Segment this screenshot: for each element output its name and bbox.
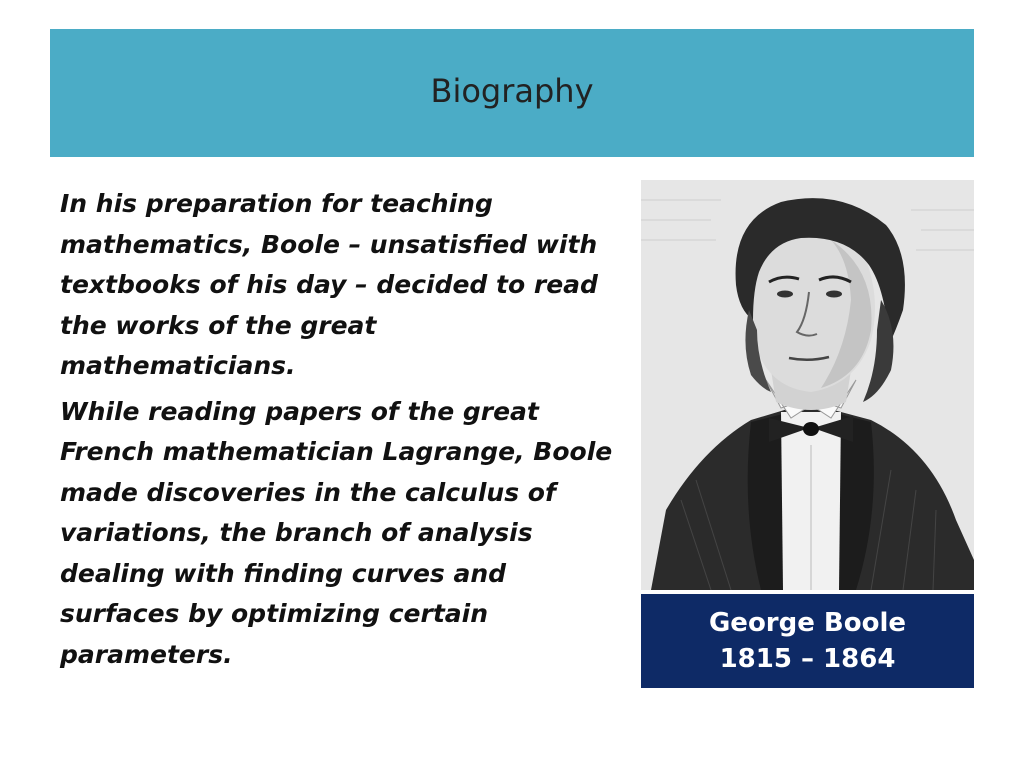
portrait-icon — [641, 180, 974, 590]
portrait-image — [641, 180, 974, 590]
paragraph-preparation: In his preparation for teaching mathematics, Boole – unsatisfied with textbooks of his day – decided to read the works of the great mathematicians. — [60, 189, 598, 380]
slide-title: Biography — [430, 72, 594, 110]
caption-name: George Boole — [708, 608, 907, 638]
body-text — [60, 184, 620, 680]
title-bar — [50, 29, 974, 157]
caption-years: 1815 – 1864 — [719, 644, 896, 674]
caption-box — [641, 594, 974, 688]
paragraph-lagrange: While reading papers of the great French mathematician Lagrange, Boole made discoveries in the calculus of variations, the branch of analysis dealing with finding curves and surfaces by optimizing certain parameters. — [60, 396, 613, 669]
